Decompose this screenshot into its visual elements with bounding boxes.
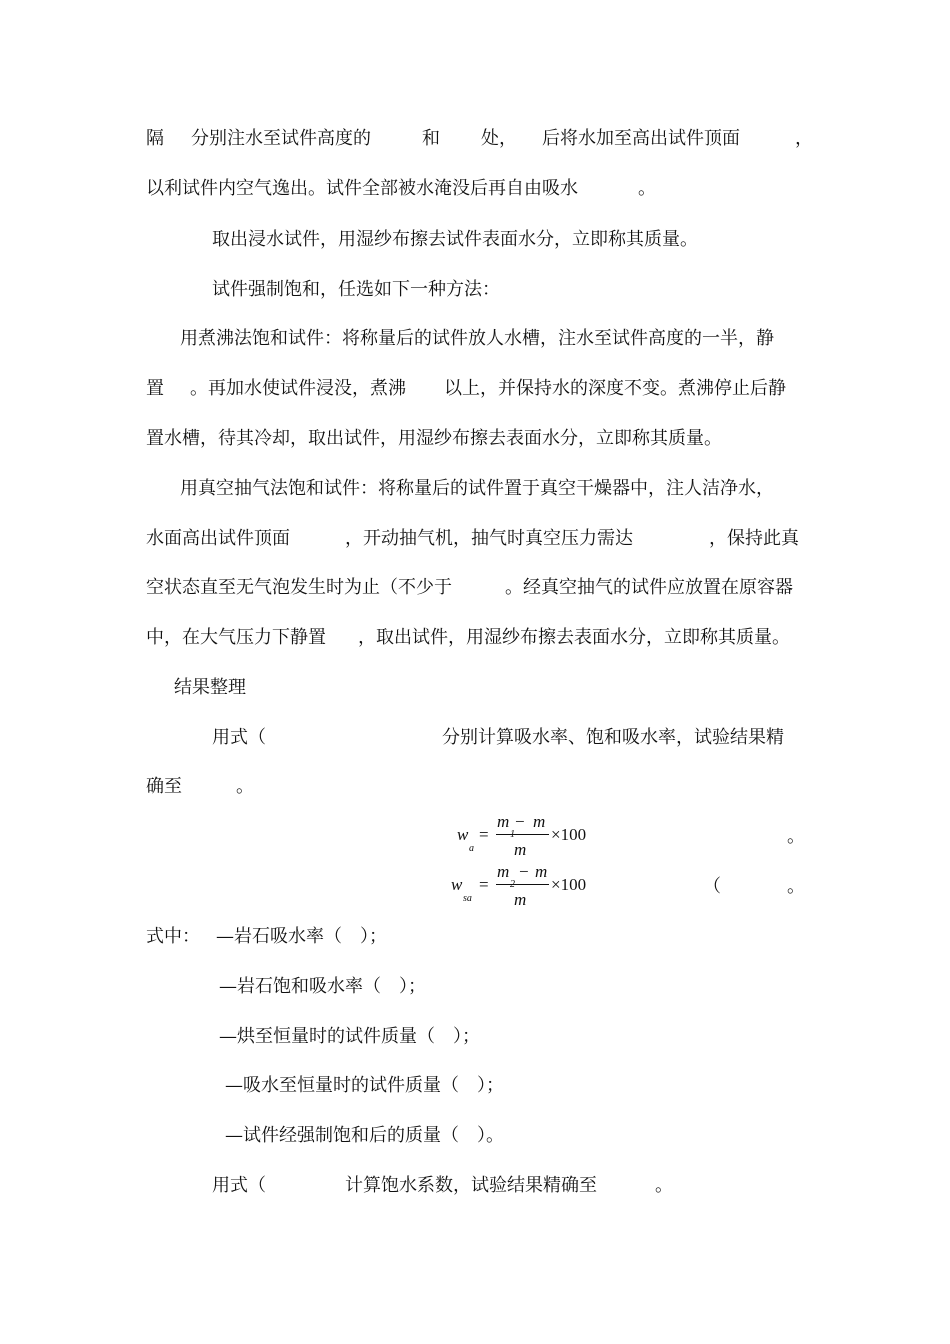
text-fragment: 以利试件内空气逸出。试件全部被水淹没后再自由吸水 — [146, 178, 578, 199]
formula-end: 。 — [787, 876, 805, 897]
text-fragment: 。 — [236, 776, 254, 797]
definition-item: —岩石饱和吸水率（ ）； — [219, 976, 426, 997]
fraction-bar — [496, 884, 549, 885]
text-line: 取出浸水试件，用湿纱布擦去试件表面水分，立即称其质量。 — [212, 229, 698, 250]
definition-item: —吸水至恒量时的试件质量（ ）； — [225, 1075, 504, 1096]
formula-numerator-term: m — [535, 862, 548, 881]
text-fragment: 后将水加至高出试件顶面 — [542, 128, 740, 149]
formula-lhs: w — [457, 825, 469, 844]
formula-times: ×100 — [551, 825, 587, 844]
text-fragment: ，保持此真 — [709, 528, 799, 549]
text-fragment: 分别注水至试件高度的 — [191, 128, 371, 149]
text-fragment: 。 — [655, 1175, 673, 1196]
text-fragment: 处， — [481, 128, 517, 149]
text-line: 用真空抽气法饱和试件：将称量后的试件置于真空干燥器中，注人洁净水， — [180, 478, 774, 499]
text-fragment: 用式（ — [212, 1175, 266, 1196]
formula-denominator: m — [514, 890, 527, 909]
text-fragment: 置 — [146, 378, 164, 399]
definitions-intro: 式中： — [146, 926, 200, 947]
formula-numerator-term: m — [497, 812, 510, 831]
formula-paren: （ — [703, 876, 721, 897]
fraction-bar — [496, 834, 549, 835]
section-heading: 结果整理 — [174, 677, 246, 698]
text-fragment: 。 — [638, 178, 656, 199]
formula-equals: = — [479, 875, 489, 894]
text-fragment: 确至 — [146, 776, 182, 797]
formula-denominator: m — [514, 840, 527, 859]
formula-equals: = — [479, 825, 489, 844]
text-fragment: 分别计算吸水率、饱和吸水率，试验结果精 — [442, 727, 784, 748]
text-fragment: 水面高出试件顶面 — [146, 528, 290, 549]
text-fragment: 中，在大气压力下静置 — [146, 627, 326, 648]
text-line: 置水槽，待其冷却，取出试件，用湿纱布擦去表面水分，立即称其质量。 — [146, 428, 722, 449]
formula-minus: − — [515, 812, 525, 831]
formula-lhs-subscript: a — [469, 843, 474, 854]
text-fragment: ， — [795, 128, 813, 149]
text-fragment: ，开动抽气机，抽气时真空压力需达 — [345, 528, 633, 549]
text-fragment: 计算饱水系数，试验结果精确至 — [345, 1175, 597, 1196]
text-line: 用煮沸法饱和试件：将称量后的试件放人水槽，注水至试件高度的一半，静 — [180, 328, 774, 349]
text-fragment: 隔 — [146, 128, 164, 149]
text-fragment: 用式（ — [212, 727, 266, 748]
text-fragment: 和 — [422, 128, 440, 149]
formula-end: 。 — [787, 826, 805, 847]
formula-numerator-term: m — [497, 862, 510, 881]
definition-item: —试件经强制饱和后的质量（ ）。 — [225, 1125, 504, 1146]
formula-lhs-subscript: sa — [463, 893, 472, 904]
text-fragment: 空状态直至无气泡发生时为止（不少于 — [146, 577, 452, 598]
formula-minus: − — [519, 862, 529, 881]
text-fragment: ，取出试件，用湿纱布擦去表面水分，立即称其质量。 — [358, 627, 790, 648]
formula-lhs: w — [451, 875, 463, 894]
formula-numerator-term: m — [533, 812, 546, 831]
formula-times: ×100 — [551, 875, 587, 894]
text-line: 试件强制饱和，任选如下一种方法： — [212, 279, 500, 300]
text-fragment: 。经真空抽气的试件应放置在原容器 — [505, 577, 793, 598]
definition-item: —岩石吸水率（ ）； — [216, 926, 387, 947]
text-fragment: 以上，并保持水的深度不变。煮沸停止后静 — [444, 378, 786, 399]
definition-item: —烘至恒量时的试件质量（ ）； — [219, 1026, 480, 1047]
text-fragment: 。再加水使试件浸没，煮沸 — [190, 378, 406, 399]
